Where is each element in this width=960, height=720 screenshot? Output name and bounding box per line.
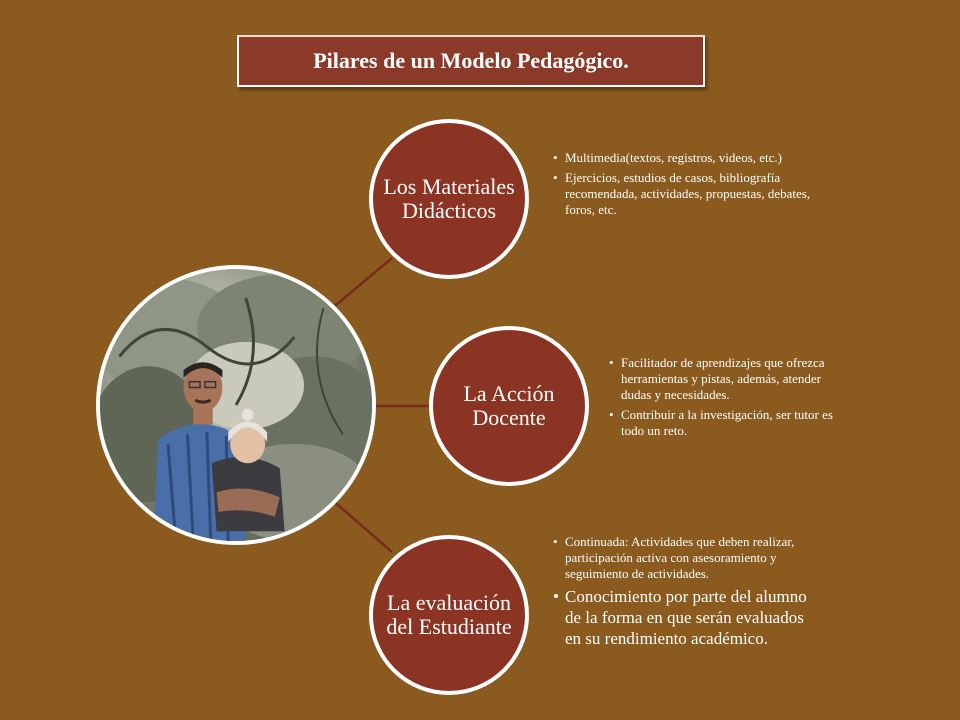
photo-illustration [100, 269, 372, 541]
node-materiales [369, 119, 529, 279]
bullet-item: • Contribuir a la investigación, ser tutor es todo un reto. [607, 407, 837, 439]
connector-bottom [330, 498, 392, 552]
bullet-item: • Multimedia(textos, registros, videos, etc.) [551, 150, 811, 166]
node-accion-docente [429, 326, 589, 486]
bullets-materiales [551, 150, 811, 222]
bullet-item: • Ejercicios, estudios de casos, bibliografía recomendada, actividades, propuestas, debates, foros, etc. [551, 170, 811, 218]
page-title: Pilares de un Modelo Pedagógico. [313, 48, 629, 73]
bullet-item: • Continuada: Actividades que deben realizar, participación activa con asesoramiento y seguimiento de actividades. [551, 534, 811, 582]
node-label-evaluacion: La evaluación del Estudiante [386, 590, 512, 639]
bullet-item: • Facilitador de aprendizajes que ofrezca herramientas y pistas, además, atender dudas y necesidades. [607, 355, 837, 403]
center-photo [96, 265, 376, 545]
bullets-evaluacion [551, 534, 811, 653]
node-label-accion-docente: La Acción Docente [463, 381, 555, 430]
node-evaluacion [369, 535, 529, 695]
node-label-materiales: Los Materiales Didácticos [383, 174, 515, 223]
connector-top [330, 258, 392, 310]
bullets-accion-docente [607, 355, 837, 443]
bullet-item: • Conocimiento por parte del alumno de la forma en que serán evaluados en su rendimiento académico. [551, 586, 811, 649]
